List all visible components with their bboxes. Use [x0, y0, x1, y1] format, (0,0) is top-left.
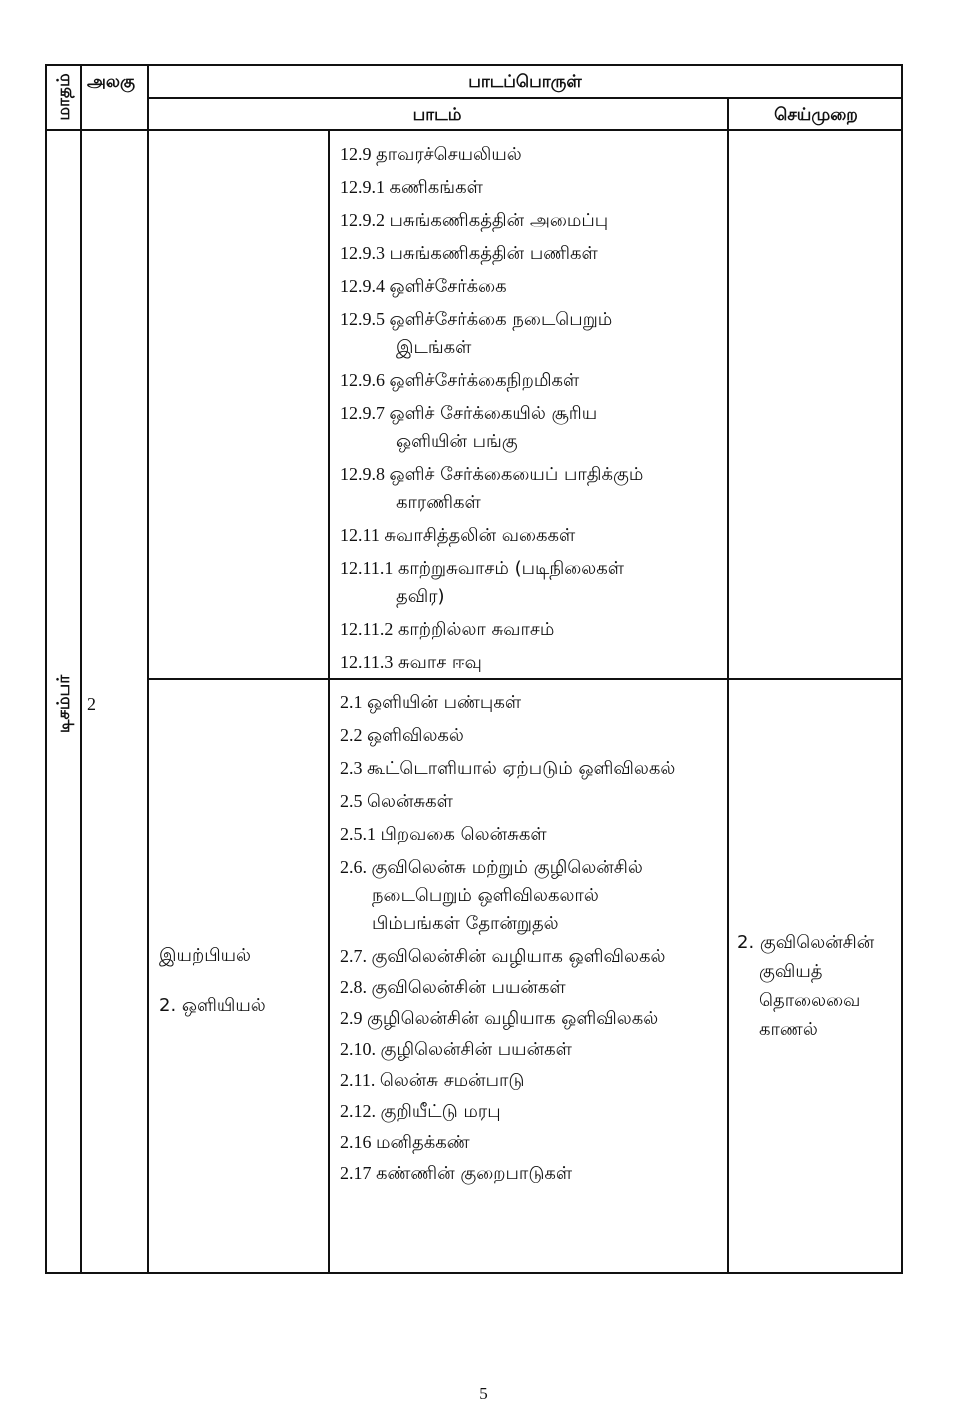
topic-title: ஒளிச் சேர்க்கையில் சூரிய [389, 403, 598, 424]
header-row-divider [147, 97, 903, 99]
header-activity: செய்முறை [774, 105, 858, 125]
topic-item [340, 1066, 675, 1095]
topic-continuation: காரணிகள் [396, 492, 481, 513]
topic-number: 2.5 [340, 791, 367, 811]
topic-continuation: இடங்கள் [396, 337, 472, 358]
topic-title: குழிலென்சின் பயன்கள் [380, 1039, 572, 1060]
topic-number: 12.9.2 [340, 210, 390, 230]
topic-item [340, 1004, 675, 1033]
topic-number: 12.9.7 [340, 403, 390, 423]
header-lesson: பாடம் [412, 105, 462, 125]
topic-title: காற்றில்லா சுவாசம் [397, 619, 555, 640]
topic-continuation: பிம்பங்கள் தோன்றுதல் [372, 913, 559, 934]
topic-number: 12.11.3 [340, 652, 398, 672]
header-content: பாடப்பொருள் [468, 72, 582, 92]
topic-title: காற்றுசுவாசம் (படிநிலைகள் [397, 558, 624, 579]
topic-number: 12.9.1 [340, 177, 390, 197]
activity-line: குவியத் [759, 961, 823, 982]
topic-title: குவிலென்சின் வழியாக ஒளிவிலகல் [371, 946, 666, 967]
topic-title: குழிலென்சின் வழியாக ஒளிவிலகல் [367, 1008, 659, 1029]
syllabus-table [45, 64, 903, 1274]
topic-item [340, 206, 643, 235]
col-divider-month [80, 66, 82, 1272]
topic-item [340, 615, 643, 644]
topic-item [340, 688, 675, 717]
topic-item [340, 140, 643, 169]
activity-text [737, 928, 874, 1044]
topic-number: 12.9.5 [340, 309, 390, 329]
topic-number: 2.7. [340, 946, 372, 966]
header-month: மாதம் [54, 73, 74, 121]
topic-title: சுவாச ஈவு [397, 652, 482, 673]
topic-title: லென்சு சமன்பாடு [379, 1070, 525, 1091]
topic-item [340, 1097, 675, 1126]
topic-continuation: நடைபெறும் ஒளிவிலகலால் [372, 885, 599, 906]
topic-number: 2.1 [340, 692, 367, 712]
activity-line: 2. குவிலென்சின் [737, 932, 875, 953]
topic-number: 2.12. [340, 1101, 381, 1121]
topic-number: 2.2 [340, 725, 367, 745]
topic-number: 12.9.6 [340, 370, 390, 390]
topic-title: சுவாசித்தலின் வகைகள் [384, 525, 576, 546]
topic-item [340, 820, 675, 849]
page-number: 5 [479, 1384, 488, 1403]
topic-number: 2.11. [340, 1070, 380, 1090]
topic-item [340, 521, 643, 550]
topic-title: கணிகங்கள் [389, 177, 483, 198]
topic-title: லென்சுகள் [367, 791, 453, 812]
topic-number: 2.17 [340, 1163, 376, 1183]
topic-title: கண்ணின் குறைபாடுகள் [376, 1163, 573, 1184]
col-divider-lesson-left [328, 130, 330, 1272]
topic-item [340, 272, 643, 301]
unit-number: 2 [87, 694, 96, 714]
topic-title: கூட்டொளியால் ஏற்படும் ஒளிவிலகல் [367, 758, 676, 779]
topic-item [340, 754, 675, 783]
col-divider-unit [147, 66, 149, 1272]
topic-title: பிறவகை லென்சுகள் [380, 824, 547, 845]
topic-title: பசுங்கணிகத்தின் பணிகள் [389, 243, 598, 264]
topic-number: 12.11.1 [340, 558, 398, 578]
activity-line: காணல் [759, 1019, 818, 1040]
topic-title: மனிதக்கண் [376, 1132, 470, 1153]
header-unit: அலகு [87, 72, 136, 92]
month-label: டிசம்பர் [54, 674, 74, 734]
topic-title: தாவரச்செயலியல் [376, 144, 522, 165]
topic-number: 2.10. [340, 1039, 381, 1059]
topic-number: 12.11 [340, 525, 385, 545]
topic-item [340, 305, 643, 362]
topic-number: 2.6. [340, 857, 372, 877]
topic-number: 12.9.4 [340, 276, 390, 296]
topic-title: குவிலென்சு மற்றும் குழிலென்சில் [371, 857, 643, 878]
topic-number: 12.11.2 [340, 619, 398, 639]
topic-item [340, 787, 675, 816]
topic-number: 2.9 [340, 1008, 367, 1028]
chapter-label: 2. ஒளியியல் [159, 995, 266, 1016]
topic-item [340, 942, 675, 971]
topic-number: 12.9.8 [340, 464, 390, 484]
topic-number: 2.16 [340, 1132, 376, 1152]
topic-number: 12.9.3 [340, 243, 390, 263]
topic-number: 2.5.1 [340, 824, 381, 844]
topic-item [340, 1159, 675, 1188]
topic-title: ஒளிச்சேர்க்கை [389, 276, 507, 297]
topic-item [340, 399, 643, 456]
topic-item [340, 239, 643, 268]
col-divider-activity [727, 98, 729, 1272]
topic-number: 12.9 [340, 144, 376, 164]
activity-line: தொலைவை [759, 990, 861, 1011]
topic-title: குறியீட்டு மரபு [380, 1101, 501, 1122]
topic-title: ஒளிச்சேர்க்கை நடைபெறும் [389, 309, 613, 330]
topic-item [340, 648, 643, 677]
topic-title: குவிலென்சின் பயன்கள் [371, 977, 566, 998]
topic-item [340, 853, 675, 938]
block1-topic-list [340, 140, 643, 681]
topic-item [340, 1035, 675, 1064]
topic-item [340, 366, 643, 395]
topic-title: ஒளிவிலகல் [367, 725, 464, 746]
subject-label: இயற்பியல் [159, 945, 251, 966]
topic-item [340, 721, 675, 750]
topic-item [340, 1128, 675, 1157]
topic-number: 2.3 [340, 758, 367, 778]
topic-continuation: ஒளியின் பங்கு [396, 431, 518, 452]
topic-item [340, 554, 643, 611]
topic-item [340, 973, 675, 1002]
topic-item [340, 460, 643, 517]
topic-continuation: தவிர) [396, 586, 445, 607]
header-bottom-divider [47, 129, 903, 131]
topic-title: பசுங்கணிகத்தின் அமைப்பு [389, 210, 609, 231]
topic-title: ஒளியின் பண்புகள் [367, 692, 522, 713]
topic-title: ஒளிச் சேர்க்கையைப் பாதிக்கும் [389, 464, 644, 485]
topic-title: ஒளிச்சேர்க்கைநிறமிகள் [389, 370, 580, 391]
block2-topic-list [340, 688, 675, 1190]
topic-number: 2.8. [340, 977, 372, 997]
topic-item [340, 173, 643, 202]
